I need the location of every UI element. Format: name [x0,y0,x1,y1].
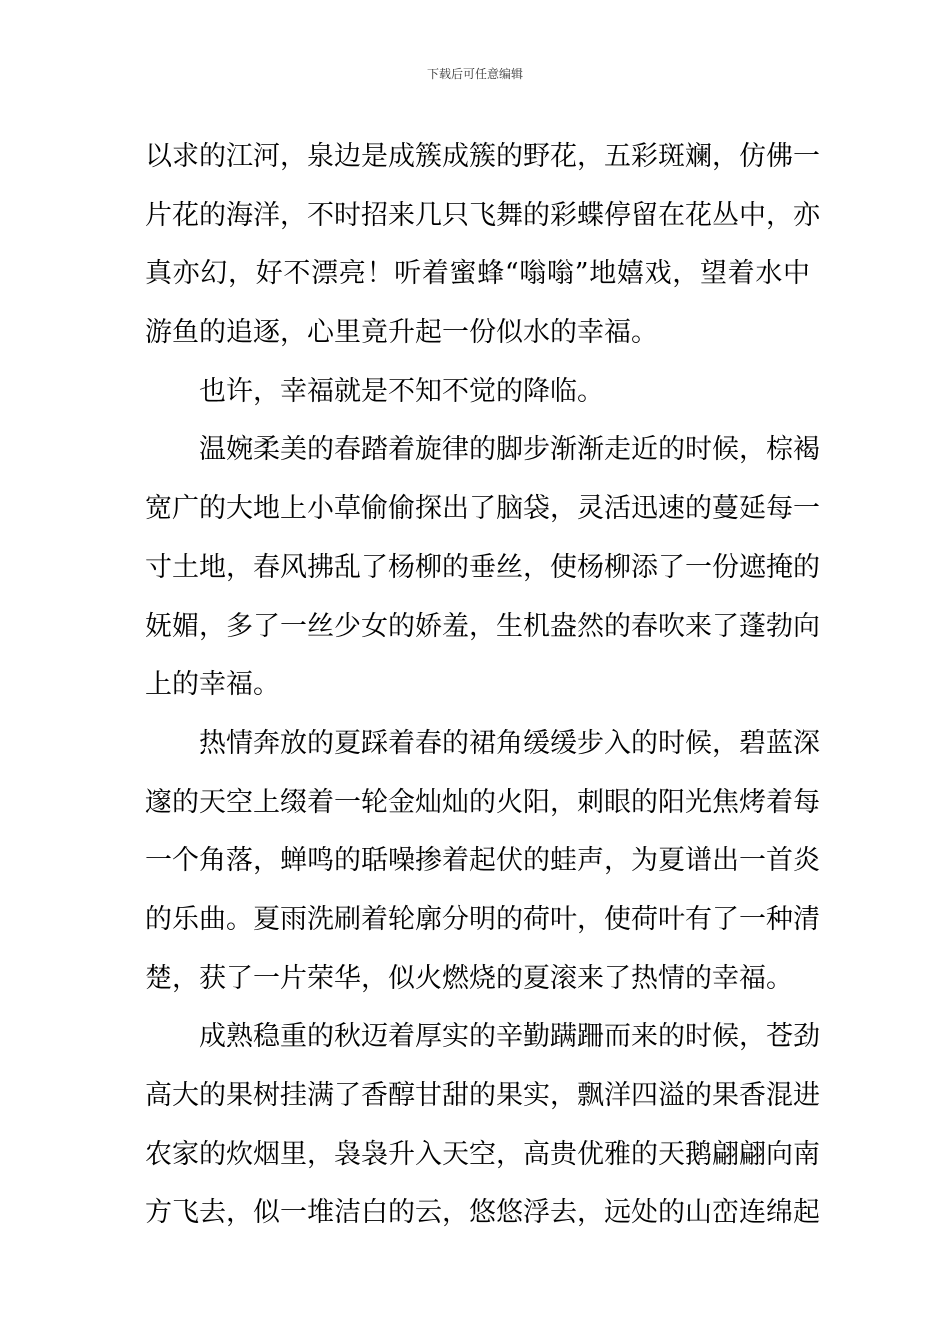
text-line: 游鱼的追逐，心里竟升起一份似水的幸福。 [145,317,658,349]
paragraph-5 [145,1008,820,1243]
text-line: 宽广的大地上小草偷偷探出了脑袋，灵活迅速的蔓延每一 [145,493,820,525]
paragraph-3 [145,421,820,714]
page-header: 下载后可任意编辑 [426,67,523,81]
text-line: 楚，获了一片荣华，似火燃烧的夏滚来了热情的幸福。 [145,962,793,994]
text-line: 高大的果树挂满了香醇甘甜的果实，飘洋四溢的果香混进 [145,1080,820,1111]
text-line: 温婉柔美的春踏着旋律的脚步渐渐走近的时候，棕褐 [199,434,820,466]
text-line: 妩媚，多了一丝少女的娇羞，生机盎然的春吹来了蓬勃向 [145,610,820,642]
text-line: 一个角落，蝉鸣的聒噪掺着起伏的蛙声，为夏谱出一首炎 [145,845,820,877]
text-line: 真亦幻，好不漂亮！听着蜜蜂“嗡嗡”地嬉戏，望着水中 [145,258,810,290]
text-line: 上的幸福。 [145,669,280,701]
text-line: 成熟稳重的秋迈着厚实的辛勤蹒跚而来的时候，苍劲 [199,1021,820,1053]
paragraph-1 [145,128,820,363]
text-line: 邃的天空上缀着一轮金灿灿的火阳，刺眼的阳光焦烤着每 [145,786,820,818]
document-body [145,128,820,1243]
text-line: 方飞去，似一堆洁白的云，悠悠浮去，远处的山峦连绵起 [145,1197,820,1229]
text-line: 热情奔放的夏踩着春的裙角缓缓步入的时候，碧蓝深 [199,727,820,759]
text-line: 的乐曲。夏雨洗刷着轮廓分明的荷叶，使荷叶有了一种清 [145,903,820,935]
text-line: 片花的海洋，不时招来几只飞舞的彩蝶停留在花丛中，亦 [145,199,820,231]
paragraph-2 [145,363,810,422]
paragraph-4 [145,715,820,1008]
text-line: 也许，幸福就是不知不觉的降临。 [199,375,604,407]
text-line: 寸土地，春风拂乱了杨柳的垂丝，使杨柳添了一份遮掩的 [145,551,820,583]
text-line: 以求的江河，泉边是成簇成簇的野花，五彩斑斓，仿佛一 [145,141,820,172]
text-line: 农家的炊烟里，袅袅升入天空，高贵优雅的天鹅翩翩向南 [145,1138,820,1170]
